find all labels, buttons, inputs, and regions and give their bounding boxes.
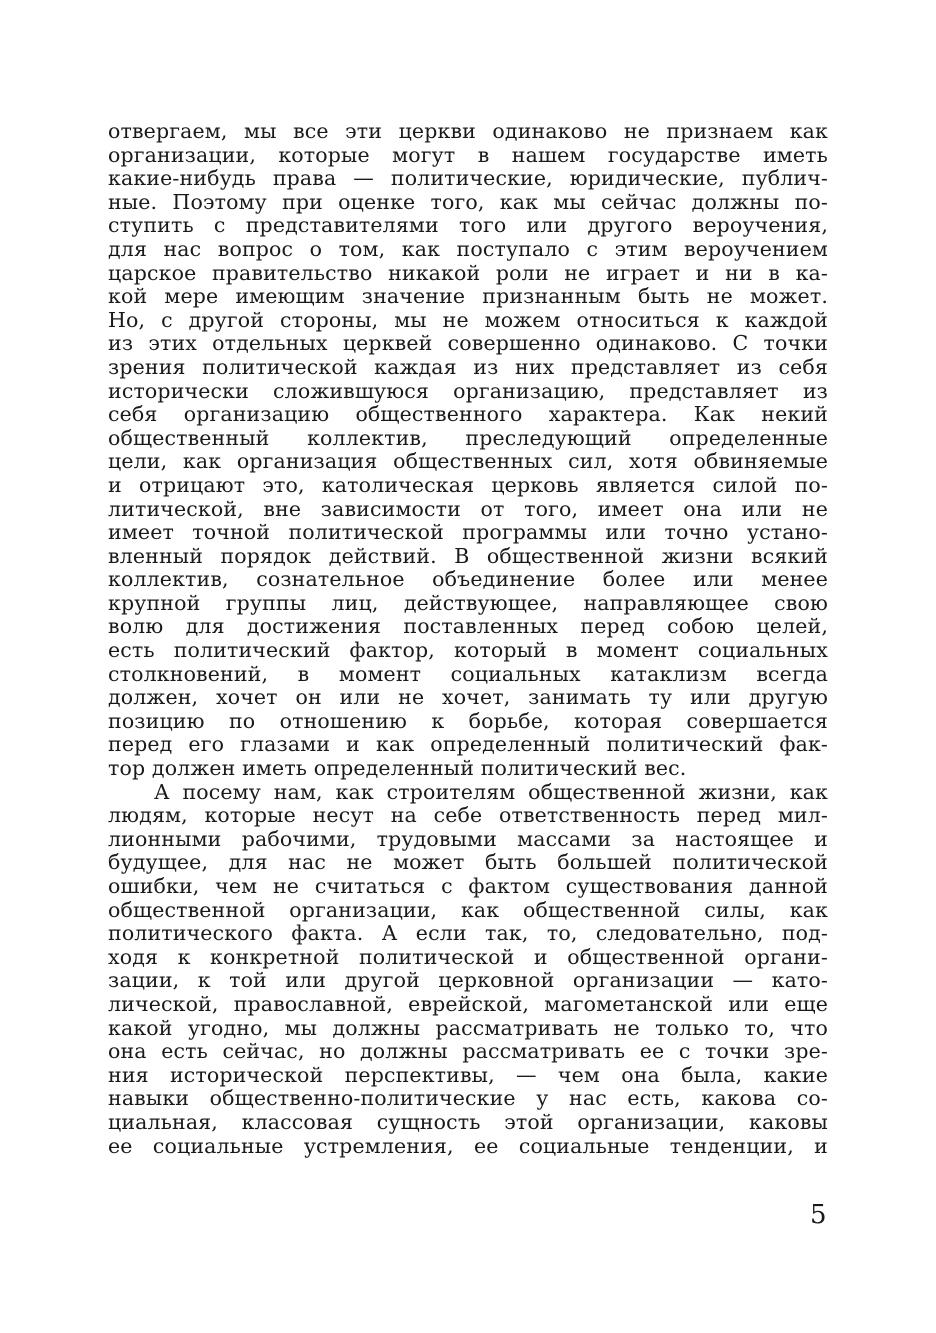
text-line: ее социальные устремления, ее социальные тенденции, и: [108, 1133, 828, 1158]
text-line: цели, как организация общественных сил, хотя обвиняемые: [108, 449, 828, 474]
text-line: исторически сложившуюся организацию, представляет из: [108, 378, 828, 403]
text-line: людям, которые несут на себе ответственность перед мил-: [108, 803, 828, 828]
text-line: А посему нам, как строителям общественной жизни, как: [154, 779, 828, 804]
text-line: лионными рабочими, трудовыми массами за настоящее и: [108, 826, 828, 851]
text-line: себя организацию общественного характера. Как некий: [108, 402, 828, 427]
text-line: перед его глазами и как определенный политический фак-: [108, 732, 828, 757]
text-line: будущее, для нас не может быть большей политической: [108, 850, 828, 875]
text-line: литической, вне зависимости от того, имеет она или не: [108, 496, 828, 521]
text-line: ния исторической перспективы, — чем она была, какие: [108, 1062, 828, 1087]
text-line: организации, которые могут в нашем государстве иметь: [108, 142, 828, 167]
text-line: ходя к конкретной политической и общественной органи-: [108, 944, 828, 969]
text-line: и отрицают это, католическая церковь является силой по-: [108, 472, 828, 497]
text-line: зации, к той или другой церковной организации — като-: [108, 968, 828, 993]
text-line: из этих отдельных церквей совершенно одинаково. С точки: [108, 331, 828, 356]
paragraph: [108, 781, 828, 1159]
text-line: коллектив, сознательное объединение более или менее: [108, 567, 828, 592]
text-line: она есть сейчас, но должны рассматривать ее с точки зре-: [108, 1039, 828, 1064]
text-line: крупной группы лиц, действующее, направляющее свою: [108, 590, 828, 615]
text-line: общественной организации, как общественной силы, как: [108, 897, 828, 922]
text-line: вленный порядок действий. В общественной жизни всякий: [108, 543, 828, 568]
text-line: зрения политической каждая из них представляет из себя: [108, 354, 828, 379]
text-line: столкновений, в момент социальных катаклизм всегда: [108, 661, 828, 686]
text-line: какой угодно, мы должны рассматривать не только то, что: [108, 1015, 828, 1040]
page-number: 5: [810, 1200, 827, 1230]
text-line: ные. Поэтому при оценке того, как мы сейчас должны по-: [108, 189, 828, 214]
text-line: какие-нибудь права — политические, юридические, публич-: [108, 166, 828, 191]
text-line: царское правительство никакой роли не играет и ни в ка-: [108, 260, 828, 285]
text-line: Но, с другой стороны, мы не можем относиться к каждой: [108, 307, 828, 332]
text-line: навыки общественно-политические у нас есть, какова со-: [108, 1086, 828, 1111]
text-line: ошибки, чем не считаться с фактом существования данной: [108, 874, 828, 898]
text-line: лической, православной, еврейской, магометанской или еще: [108, 991, 828, 1016]
text-line: для нас вопрос о том, как поступало с этим вероучением: [108, 236, 828, 261]
text-line: есть политический фактор, который в момент социальных: [108, 638, 828, 663]
body-text: [108, 120, 828, 1158]
text-line: имеет точной политической программы или точно устано-: [108, 520, 828, 545]
text-line: тор должен иметь определенный политический вес.: [108, 756, 687, 781]
text-line: кой мере имеющим значение признанным быть не может.: [108, 284, 828, 309]
paragraph: [108, 120, 828, 781]
text-line: общественный коллектив, преследующий определенные: [108, 425, 828, 450]
text-line: позицию по отношению к борьбе, которая совершается: [108, 708, 828, 733]
text-line: политического факта. А если так, то, следовательно, под-: [108, 921, 828, 946]
text-line: отвергаем, мы все эти церкви одинаково не признаем как: [108, 119, 828, 143]
text-line: циальная, классовая сущность этой организации, каковы: [108, 1109, 828, 1134]
text-line: волю для достижения поставленных перед собою целей,: [108, 614, 828, 639]
text-line: должен, хочет он или не хочет, занимать ту или другую: [108, 685, 828, 710]
text-line: ступить с представителями того или другого вероучения,: [108, 213, 828, 238]
